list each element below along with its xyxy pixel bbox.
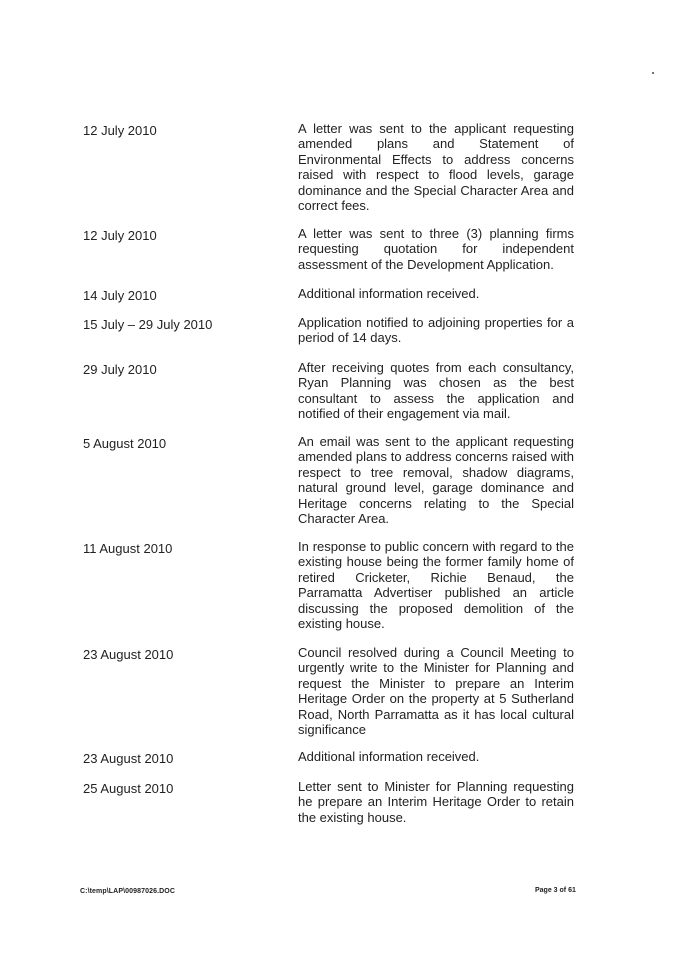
entry-description: After receiving quotes from each consultancy, Ryan Planning was chosen as the best consultant to assess the application and notified of their engagement via mail. bbox=[298, 360, 574, 422]
entry-date: 12 July 2010 bbox=[83, 123, 157, 138]
footer-file-path: C:\temp\LAP\00987026.DOC bbox=[80, 888, 175, 895]
entry-date: 5 August 2010 bbox=[83, 436, 167, 451]
footer-page-number: Page 3 of 61 bbox=[535, 887, 576, 894]
entry-date: 11 August 2010 bbox=[83, 541, 173, 556]
entry-description: Application notified to adjoining properties for a period of 14 days. bbox=[298, 315, 574, 346]
entry-description: In response to public concern with regard to the existing house being the former family home of retired Cricketer, Richie Benaud, the Parramatta Advertiser published an article discussing the proposed demolition of the existing house. bbox=[298, 539, 574, 632]
entry-date: 29 July 2010 bbox=[83, 362, 157, 377]
entry-date: 25 August 2010 bbox=[83, 781, 174, 796]
entry-description: A letter was sent to three (3) planning firms requesting quotation for independent assessment of the Development Application. bbox=[298, 226, 574, 272]
entry-description: A letter was sent to the applicant requesting amended plans and Statement of Environmental Effects to address concerns raised with respect to flood levels, garage dominance and the Special Character Area and correct fees. bbox=[298, 121, 574, 214]
entry-date: 12 July 2010 bbox=[83, 228, 157, 243]
entry-description: Additional information received. bbox=[298, 749, 480, 764]
entry-description: An email was sent to the applicant requesting amended plans to address concerns raised with respect to tree removal, shadow diagrams, natural ground level, garage dominance and Heritage concerns relating to the Special Character Area. bbox=[298, 434, 574, 527]
entry-date: 15 July – 29 July 2010 bbox=[83, 317, 213, 332]
entry-description: Additional information received. bbox=[298, 286, 480, 301]
entry-date: 14 July 2010 bbox=[83, 288, 157, 303]
scan-speck bbox=[652, 72, 654, 74]
entry-description: Council resolved during a Council Meeting to urgently write to the Minister for Planning and request the Minister to prepare an Interim Heritage Order on the property at 5 Sutherland Road, North Parramatta as it has local cultural significance bbox=[298, 645, 574, 738]
entry-date: 23 August 2010 bbox=[83, 647, 174, 662]
entry-description: Letter sent to Minister for Planning requesting he prepare an Interim Heritage Order to retain the existing house. bbox=[298, 779, 574, 825]
entry-date: 23 August 2010 bbox=[83, 751, 174, 766]
